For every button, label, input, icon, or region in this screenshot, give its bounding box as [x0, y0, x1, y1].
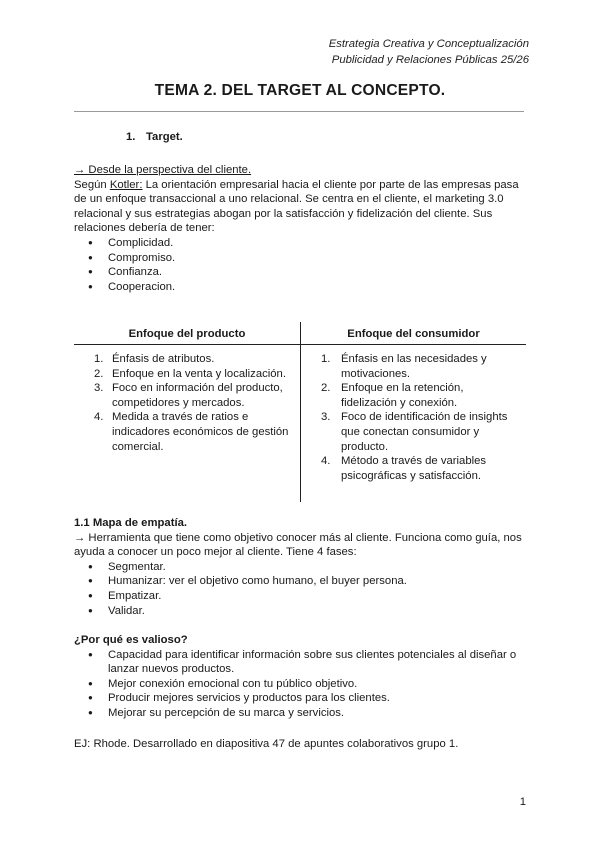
example-text: EJ: Rhode. Desarrollado en diapositiva 47 de apuntes colaborativos grupo 1.	[74, 738, 459, 750]
product-focus-list	[74, 352, 300, 454]
list-item: 1. Énfasis de atributos.	[94, 353, 215, 365]
page-number: 1	[519, 796, 526, 808]
empathy-map-block	[74, 516, 530, 618]
empathy-phases-list	[74, 560, 530, 618]
section-number: 1.	[126, 131, 136, 143]
list-item: ● Confianza.	[74, 265, 530, 280]
list-item: 2. Enfoque en la venta y localización.	[94, 367, 286, 380]
page-title: TEMA 2. DEL TARGET AL CONCEPTO.	[154, 82, 446, 99]
list-item: ● Cooperacion.	[74, 280, 530, 295]
customer-perspective-block	[74, 163, 530, 294]
comparison-table	[74, 322, 526, 502]
list-item: ● Validar.	[74, 604, 530, 619]
section-heading-target	[126, 131, 183, 143]
kotler-paragraph	[74, 178, 530, 236]
list-item: ● Compromiso.	[74, 251, 530, 266]
why-valuable-heading: ¿Por qué es valioso?	[74, 634, 188, 646]
list-item: ● Humanizar: ver el objetivo como humano, el buyer persona.	[74, 574, 530, 589]
list-item: ● Empatizar.	[74, 589, 530, 604]
consumer-focus-list	[301, 352, 526, 483]
list-item: 3. Foco de identificación de insights que conectan consumidor y producto.	[321, 411, 508, 453]
title-divider	[74, 111, 524, 112]
header-course-title: Estrategia Creativa y Conceptualización	[328, 38, 529, 50]
header-degree: Publicidad y Relaciones Públicas 25/26	[331, 54, 529, 66]
list-item: 4. Método a través de variables psicográficas y satisfacción.	[321, 455, 487, 482]
section-label: Target.	[146, 131, 183, 143]
list-item: ● Complicidad.	[74, 236, 530, 251]
list-item: ● Capacidad para identificar información sobre sus clientes potenciales al diseñar o lanzar nuevos productos.	[74, 648, 530, 677]
kotler-author: Kotler:	[109, 178, 143, 191]
list-item: ● Mejor conexión emocional con tu público objetivo.	[74, 677, 530, 692]
customer-perspective-link: → Desde la perspectiva del cliente.	[74, 164, 252, 176]
list-item: ● Producir mejores servicios y productos para los clientes.	[74, 691, 530, 706]
list-item: ● Mejorar su percepción de su marca y servicios.	[74, 706, 530, 721]
kotler-prefix: Según	[74, 178, 110, 191]
consumer-focus-header: Enfoque del consumidor	[347, 328, 480, 340]
consumer-focus-column	[301, 322, 526, 483]
list-item: ● Segmentar.	[74, 560, 530, 575]
document-header	[329, 36, 529, 68]
why-valuable-block	[74, 633, 530, 721]
relationship-list	[74, 236, 530, 294]
empathy-map-heading: 1.1 Mapa de empatía.	[74, 517, 188, 529]
list-item: 1. Énfasis en las necesidades y motivaciones.	[321, 353, 487, 380]
kotler-text: La orientación empresarial hacia el cliente por parte de las empresas pasa de un enfoque transaccional a uno relacional. Se centra en el cliente, el marketing 3.0 relacional y sus estrategias abogan por la satisfacción y fidelización del cliente. Sus relaciones debería de tener:	[74, 178, 519, 235]
product-focus-header: Enfoque del producto	[128, 328, 246, 340]
list-item: 3. Foco en información del producto, competidores y mercados.	[94, 382, 283, 409]
empathy-map-text: → Herramienta que tiene como objetivo conocer más al cliente. Funciona como guía, nos ayuda a conocer un poco mejor al cliente. Tiene 4 fases:	[74, 531, 522, 559]
list-item: 4. Medida a través de ratios e indicadores económicos de gestión comercial.	[94, 411, 289, 453]
why-valuable-list	[74, 648, 530, 721]
product-focus-column	[74, 322, 300, 454]
list-item: 2. Enfoque en la retención, fidelización y conexión.	[321, 382, 464, 409]
